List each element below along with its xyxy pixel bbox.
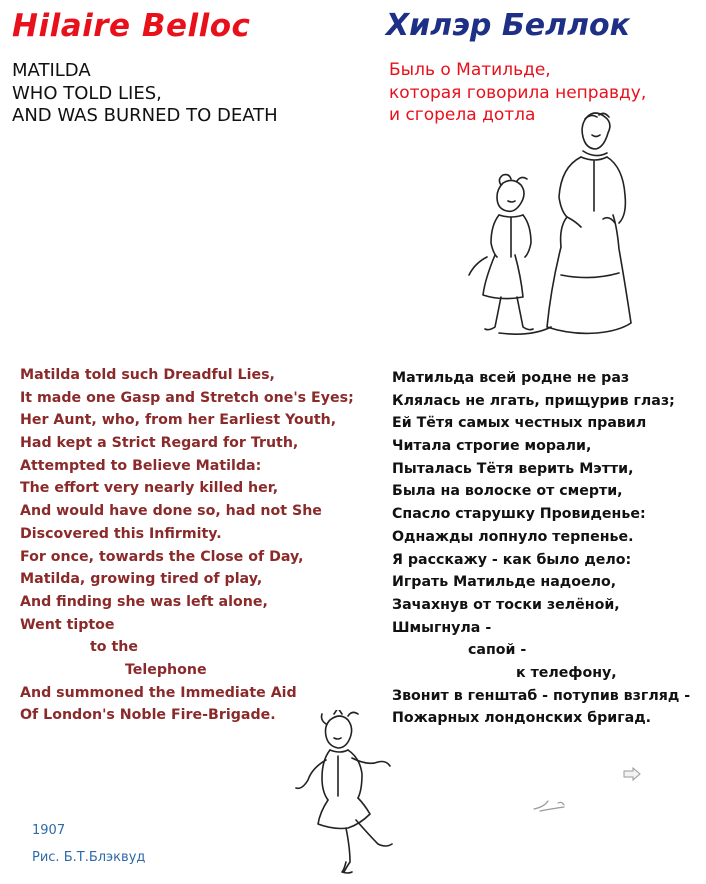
poem-line: Had kept a Strict Regard for Truth, xyxy=(20,435,299,452)
running-matilda-drawing xyxy=(290,710,420,880)
poem-line: Ей Тётя самых честных правил xyxy=(392,415,647,432)
poem-line: And summoned the Immediate Aid xyxy=(20,684,297,701)
title-line: WHO TOLD LIES, xyxy=(12,82,162,104)
poem-line: Клялась не лгать, прищурив глаз; xyxy=(392,392,675,409)
poem-line: And would have done so, had not She xyxy=(20,503,322,520)
poem-title-english xyxy=(12,58,278,126)
title-line: MATILDA xyxy=(12,60,91,81)
poem-line: to the xyxy=(90,639,138,656)
title-line: которая говорила неправду, xyxy=(389,82,647,103)
author-name-english: Hilaire Belloc xyxy=(12,8,251,44)
title-line: Быль о Матильде, xyxy=(389,60,551,80)
title-line: AND WAS BURNED TO DEATH xyxy=(12,105,278,127)
poem-line: For once, towards the Close of Day, xyxy=(20,548,304,565)
matilda-and-aunt-drawing xyxy=(455,105,645,345)
poem-line: Звонит в генштаб - потупив взгляд - xyxy=(392,687,691,704)
title-line: и сгорела дотла xyxy=(389,105,536,126)
poem-line: Discovered this Infirmity. xyxy=(20,525,222,542)
poem-line: The effort very nearly killed her, xyxy=(20,480,279,497)
poem-line: Went tiptoe xyxy=(20,616,115,633)
poem-line: Attempted to Believe Matilda: xyxy=(20,457,262,474)
poem-line: Я расскажу - как было дело: xyxy=(392,551,632,568)
poem-line: к телефону, xyxy=(516,664,617,681)
poem-line: And finding she was left alone, xyxy=(20,593,268,610)
poem-line: Пыталась Тётя верить Мэтти, xyxy=(392,460,634,477)
poem-english xyxy=(20,364,354,727)
author-name-russian: Хилэр Беллок xyxy=(386,8,630,43)
arrow-icon xyxy=(622,766,642,782)
poem-line: Спасло старушку Провиденье: xyxy=(392,506,646,523)
poem-line: Матильда всей родне не раз xyxy=(392,370,630,386)
poem-line: Telephone xyxy=(125,661,207,678)
poem-line: Of London's Noble Fire-Brigade. xyxy=(20,707,276,724)
publication-year: 1907 xyxy=(32,823,66,838)
poem-line: Зачахнув от тоски зелёной, xyxy=(392,596,620,613)
poem-line: сапой - xyxy=(468,642,527,659)
poem-line: Шмыгнула - xyxy=(392,619,492,636)
poem-line: Играть Матильде надоело, xyxy=(392,574,617,591)
poem-line: Читала строгие морали, xyxy=(392,438,592,455)
poem-line: Пожарных лондонских бригад. xyxy=(392,710,652,727)
poem-line: Matilda, growing tired of play, xyxy=(20,571,263,588)
poem-line: Her Aunt, who, from her Earliest Youth, xyxy=(20,412,337,429)
poem-line: Matilda told such Dreadful Lies, xyxy=(20,367,275,383)
illustration-credit: Рис. Б.Т.Блэквуд xyxy=(32,850,146,865)
pen-mark-icon xyxy=(530,795,570,815)
poem-russian xyxy=(392,367,690,730)
poem-line: It made one Gasp and Stretch one's Eyes; xyxy=(20,389,354,406)
poem-line: Однажды лопнуло терпенье. xyxy=(392,528,634,545)
poem-line: Была на волоске от смерти, xyxy=(392,483,623,500)
